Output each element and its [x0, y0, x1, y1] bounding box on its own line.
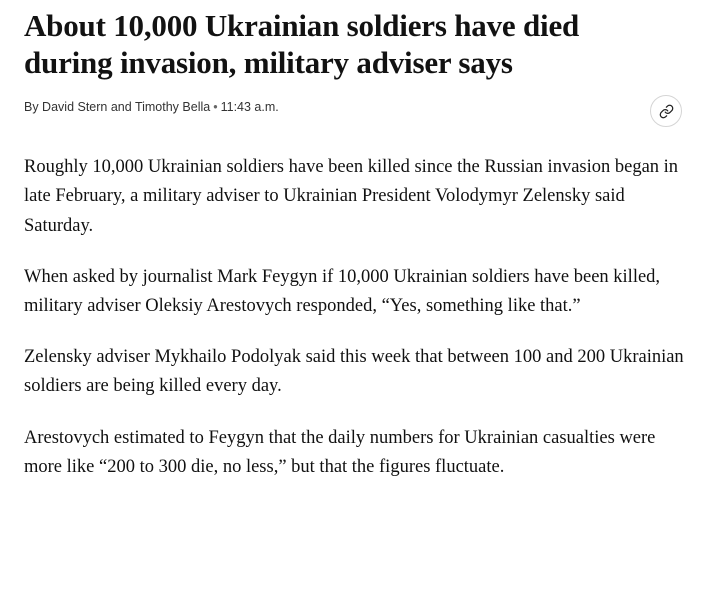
byline-separator: • — [213, 100, 218, 115]
link-icon — [659, 104, 674, 119]
article-paragraph: Roughly 10,000 Ukrainian soldiers have been killed since the Russian invasion began in late February, a military adviser to Ukrainian President Volodymyr Zelensky said Saturday. — [24, 157, 679, 236]
article-paragraph: Zelensky adviser Mykhailo Podolyak said this week that between 100 and 200 Ukrainian soldiers are being killed every day. — [24, 347, 684, 397]
share-link-button[interactable] — [650, 95, 682, 127]
byline-authors: By David Stern and Timothy Bella — [24, 100, 211, 115]
article-paragraph: When asked by journalist Mark Feygyn if 10,000 Ukrainian soldiers have been killed, military adviser Oleksiy Arestovych responded, “Yes, something like that.” — [24, 266, 661, 317]
article-body — [24, 153, 684, 482]
byline-timestamp: 11:43 a.m. — [220, 100, 279, 115]
byline — [24, 95, 279, 115]
page-title: About 10,000 Ukrainian soldiers have died during invasion, military adviser says — [24, 8, 580, 80]
article-paragraph: Arestovych estimated to Feygyn that the daily numbers for Ukrainian casualties were more like “200 to 300 die, no less,” but that the figures fluctuate. — [24, 427, 656, 477]
byline-row — [24, 95, 684, 127]
